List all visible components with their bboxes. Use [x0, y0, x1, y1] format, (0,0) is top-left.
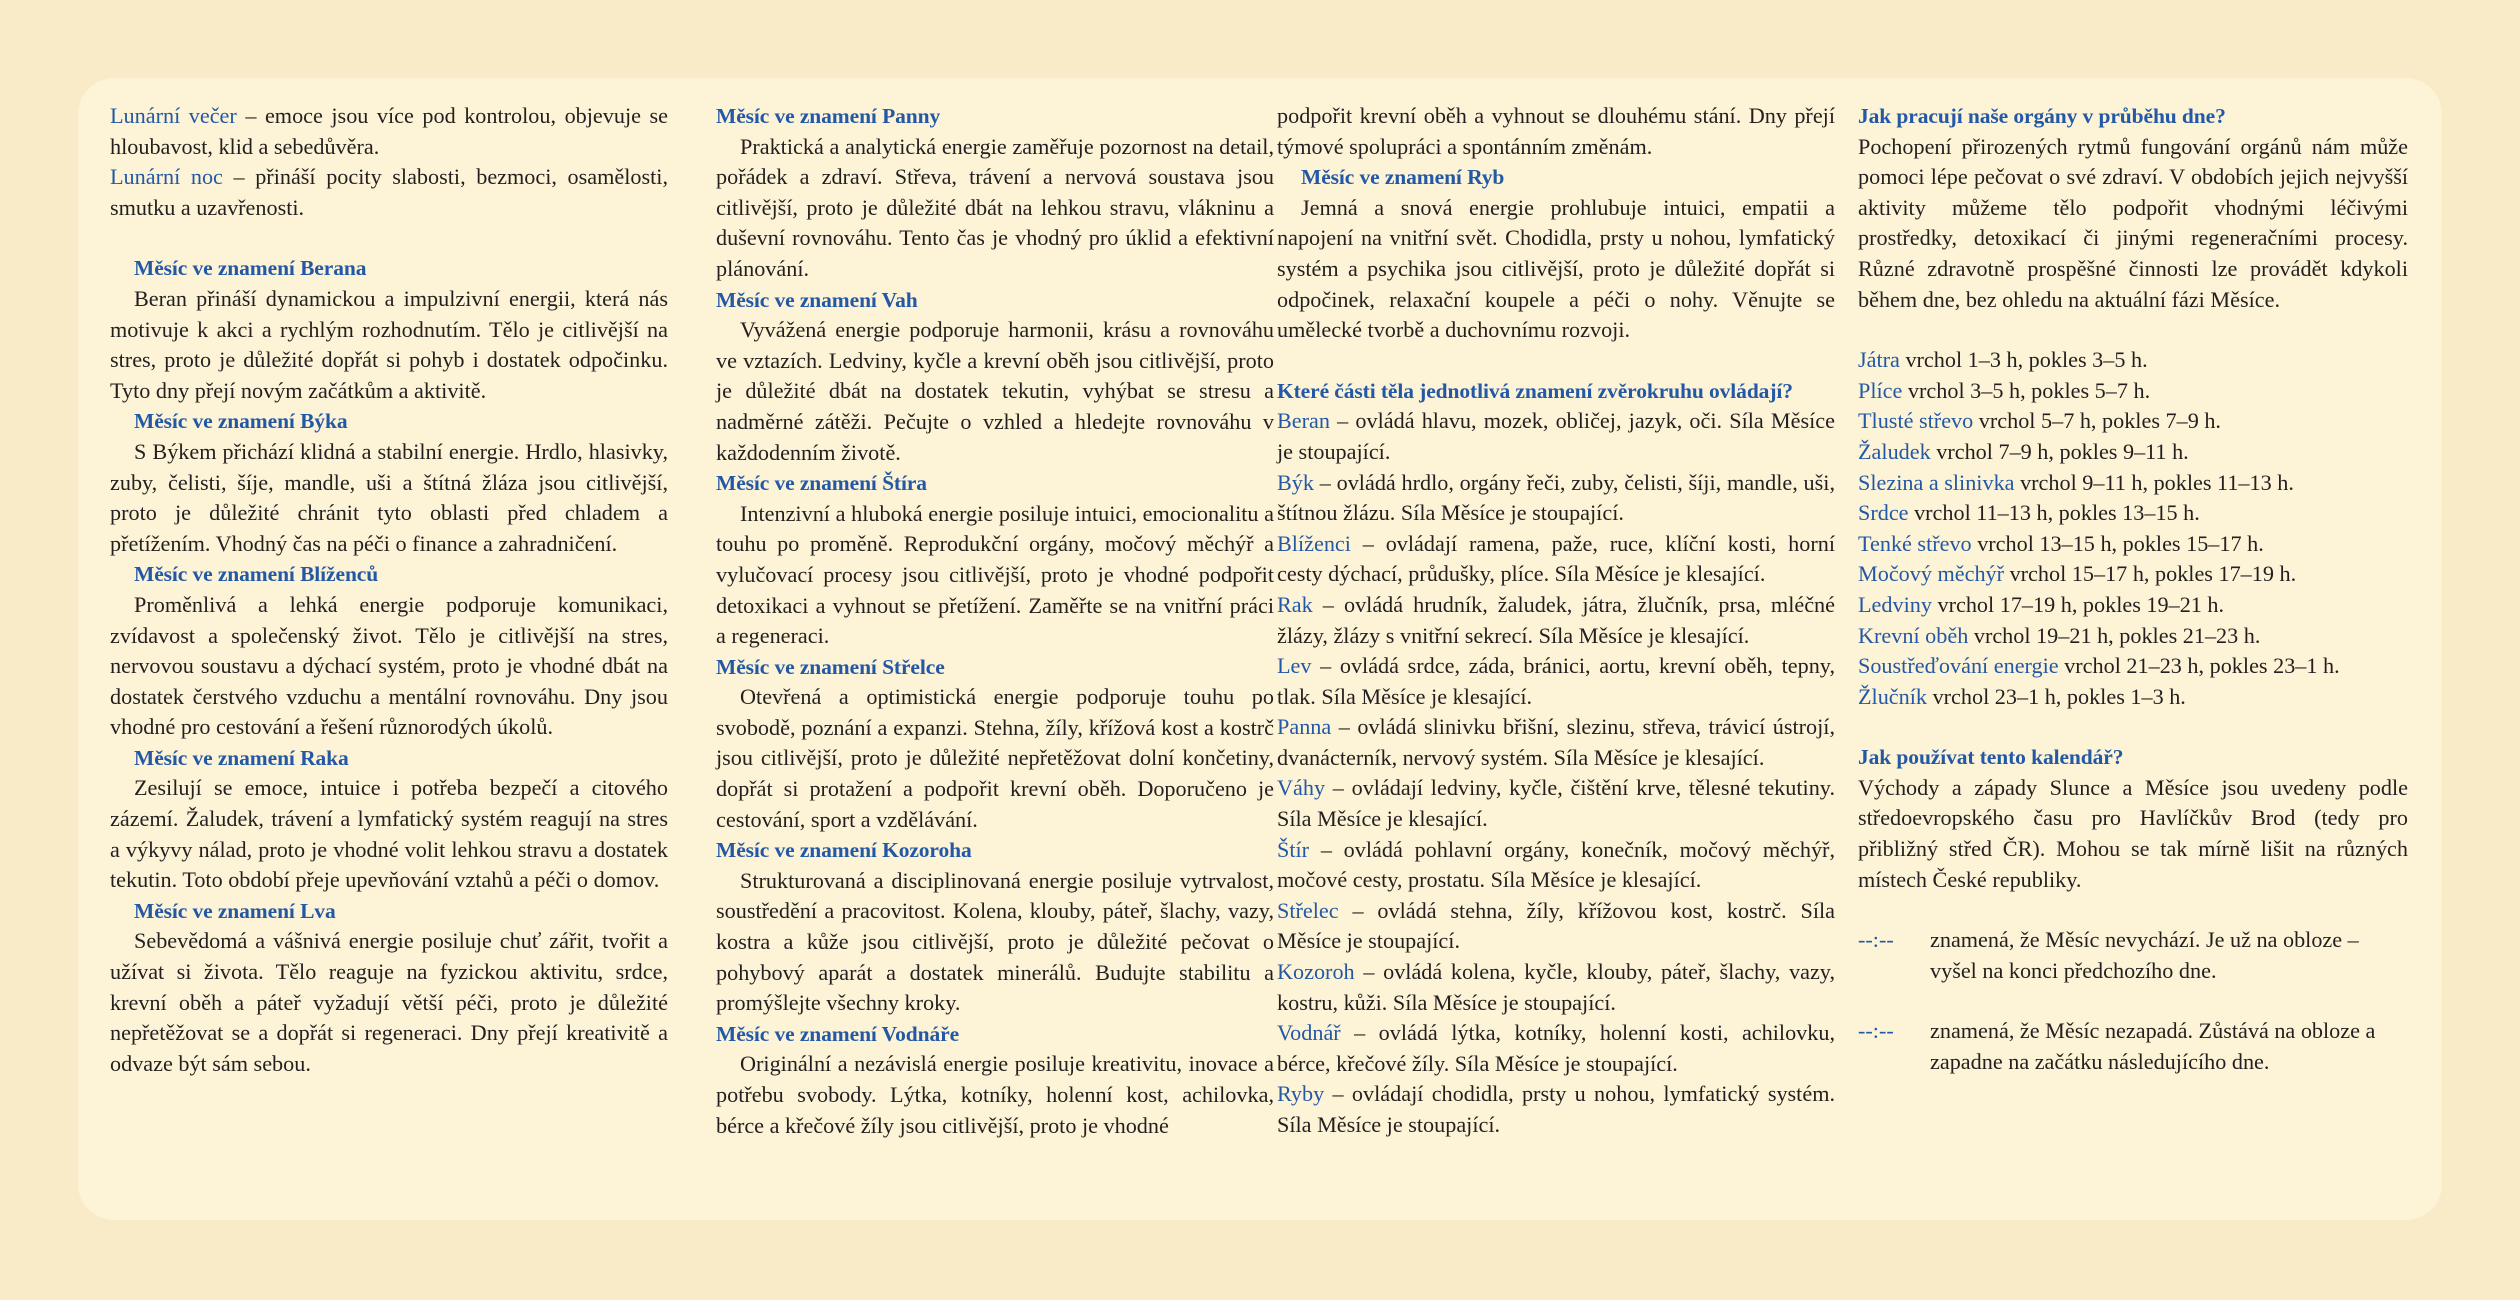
sign-term: Rak: [1277, 591, 1313, 617]
sign-term: Býk: [1277, 469, 1314, 495]
term: Lunární večer: [110, 103, 237, 128]
organ-text: vrchol 21–23 h, pokles 23–1 h.: [2058, 653, 2340, 679]
sign-term: Lev: [1277, 653, 1312, 679]
organ-item: [1858, 651, 2408, 682]
sign-text: – ovládá stehna, žíly, křížovou kost, kostrč. Síla Měsíce je stoupající.: [1277, 897, 1835, 954]
sign-item: [1277, 712, 1835, 773]
column-4: [1858, 101, 2408, 1078]
calendar-heading: Jak používat tento kalendář?: [1858, 745, 2124, 770]
organ-item: [1858, 406, 2408, 437]
sign-text: – ovládá hrudník, žaludek, játra, žlučník, prsa, mléčné žlázy, žlázy s vnitřní sekrecí. Síla Měsíce je klesající.: [1277, 591, 1835, 648]
sign-text: – ovládá hrdlo, orgány řeči, zuby, čelisti, šíji, mandle, uši, štítnou žlázu. Síla Měsíce je stoupající.: [1277, 469, 1835, 526]
column-2: [716, 101, 1274, 1141]
organ-text: vrchol 3–5 h, pokles 5–7 h.: [1902, 377, 2151, 403]
sign-item: [1277, 773, 1835, 834]
section-heading: Měsíc ve znamení Blíženců: [134, 562, 379, 587]
term: Lunární noc: [110, 164, 223, 190]
section-body: Zesilují se emoce, intuice i potřeba bezpečí a citového zázemí. Žaludek, trávení a lymfatický systém reagují na stres a výkyvy nálad, proto je vhodné volit lehkou stravu a dostatek tekutin. Toto období přeje upevňování vztahů a péči o domov.: [110, 775, 668, 893]
organ-term: Tlusté střevo: [1858, 408, 1974, 434]
organs-heading: Jak pracují naše orgány v průběhu dne?: [1858, 104, 2226, 128]
sign-text: – ovládají chodidla, prsty u nohou, lymfatický systém. Síla Měsíce je stoupající.: [1277, 1081, 1835, 1137]
sign-item: [1277, 529, 1835, 590]
organ-item: [1858, 529, 2408, 560]
symbol-description: znamená, že Měsíc nevychází. Je už na obloze – vyšel na konci předchozího dne.: [1930, 927, 2359, 983]
sign-item: [1277, 590, 1835, 651]
organ-text: vrchol 7–9 h, pokles 9–11 h.: [1930, 438, 2189, 464]
sign-text: – ovládá hlavu, mozek, obličej, jazyk, oči. Síla Měsíce je stoupající.: [1277, 408, 1835, 464]
section-heading: Měsíc ve znamení Ryb: [1301, 165, 1505, 190]
spacer: [1858, 895, 2408, 925]
sign-text: – ovládá kolena, kyčle, klouby, páteř, šlachy, vazy, kostru, kůži. Síla Měsíce je stoupající.: [1277, 959, 1835, 1015]
section-heading: Měsíc ve znamení Kozoroha: [716, 838, 972, 863]
continuation-text: podpořit krevní oběh a vyhnout se dlouhému stání. Dny přejí týmové spolupráci a spontánním změnám.: [1277, 103, 1835, 159]
sign-term: Vodnář: [1277, 1020, 1341, 1046]
sign-text: – ovládají ramena, paže, ruce, klíční kosti, horní cesty dýchací, průdušky, plíce. Síla Měsíce je klesající.: [1277, 530, 1835, 587]
organ-text: vrchol 13–15 h, pokles 15–17 h.: [1971, 530, 2264, 556]
organ-text: vrchol 23–1 h, pokles 1–3 h.: [1927, 683, 2186, 709]
section-heading: Měsíc ve znamení Býka: [134, 409, 348, 434]
sign-term: Ryby: [1277, 1081, 1325, 1107]
organ-text: vrchol 19–21 h, pokles 21–23 h.: [1968, 622, 2261, 648]
organ-text: vrchol 9–11 h, pokles 11–13 h.: [2014, 469, 2294, 495]
section-body: Originální a nezávislá energie posiluje kreativitu, inovace a potřebu svobody. Lýtka, kotníky, holenní kost, achilovka, bérce a křečové žíly jsou citlivější, proto je vhodné: [716, 1051, 1274, 1138]
organ-term: Krevní oběh: [1858, 622, 1969, 648]
organ-text: vrchol 15–17 h, pokles 17–19 h.: [2004, 561, 2297, 587]
organ-item: [1858, 559, 2408, 590]
section-heading: Měsíc ve znamení Štíra: [716, 471, 927, 496]
organ-item: [1858, 682, 2408, 713]
sign-term: Střelec: [1277, 897, 1339, 923]
no-rise-symbol: --:--: [1858, 927, 1894, 953]
organ-text: vrchol 1–3 h, pokles 3–5 h.: [1899, 347, 2148, 373]
organ-term: Močový měchýř: [1858, 561, 2005, 587]
sign-text: – ovládá srdce, záda, bránici, aortu, krevní oběh, tepny, tlak. Síla Měsíce je klesající.: [1277, 653, 1835, 709]
sign-term: Kozoroh: [1277, 959, 1355, 985]
section-body: Strukturovaná a disciplinovaná energie posiluje vytrvalost, soustředění a pracovitost. Kolena, klouby, páteř, šlachy, vazy, kostra a kůže jsou citlivější, proto je důležité pečovat o pohybový aparát a dostatek minerálů. Budujte stabilitu a promýšlejte všechny kroky.: [716, 867, 1274, 1016]
organ-term: Žaludek: [1858, 438, 1931, 464]
sign-text: – ovládají ledviny, kyčle, čištění krve, tělesné tekutiny. Síla Měsíce je klesající.: [1277, 775, 1835, 832]
organ-text: vrchol 17–19 h, pokles 19–21 h.: [1931, 591, 2225, 617]
section-body: Proměnlivá a lehká energie podporuje komunikaci, zvídavost a společenský život. Tělo je citlivější na stres, nervovou soustavu a dýchací systém, proto je vhodné dbát na dostatek čerstvého vzduchu a mentální rovnováhu. Dny jsou vhodné pro cestování a řešení různorodých úkolů.: [110, 591, 668, 740]
sign-item: [1277, 468, 1835, 529]
section-heading: Měsíc ve znamení Střelce: [716, 654, 945, 679]
section-body: Praktická a analytická energie zaměřuje pozornost na detail, pořádek a zdraví. Střeva, trávení a nervová soustava jsou citlivější, proto je důležité dbát na lehkou stravu, vlákninu a duševní rovnováhu. Tento čas je vhodný pro úklid a efektivní plánování.: [716, 133, 1274, 281]
organ-term: Ledviny: [1858, 591, 1932, 617]
spacer: [110, 223, 668, 253]
no-set-symbol: --:--: [1858, 1018, 1894, 1044]
signs-heading: Které části těla jednotlivá znamení zvěrokruhu ovládají?: [1277, 378, 1793, 403]
symbol-legend-item: [1858, 925, 2408, 986]
organ-term: Tenké střevo: [1858, 530, 1972, 556]
sign-text: – ovládá lýtka, kotníky, holenní kosti, achilovku, bérce, křečové žíly. Síla Měsíce je stoupající.: [1277, 1020, 1835, 1076]
section-body: Sebevědomá a vášnivá energie posiluje chuť zářit, tvořit a užívat si života. Tělo reaguje na fyzickou aktivitu, srdce, krevní oběh a páteř vyžadují větší péči, proto je důležité nepřetěžovat se a dopřát si regeneraci. Dny přejí kreativitě a odvaze být sám sebou.: [110, 928, 668, 1076]
organ-item: [1858, 590, 2408, 621]
calendar-text: Východy a západy Slunce a Měsíce jsou uvedeny podle středoevropského času pro Havlíčkův Brod (tedy pro přibližný střed ČR). Mohou se tak mírně lišit na různých místech České republiky.: [1858, 774, 2408, 892]
sign-term: Blíženci: [1277, 530, 1351, 556]
spacer: [1858, 712, 2408, 742]
organ-item: [1858, 498, 2408, 529]
column-1: [110, 101, 668, 1079]
organ-item: [1858, 621, 2408, 652]
sign-text: – ovládá slinivku břišní, slezinu, střeva, trávicí ústrojí, dvanácterník, nervový systém. Síla Měsíce je klesající.: [1277, 714, 1835, 770]
sign-term: Štír: [1277, 836, 1310, 862]
section-heading: Měsíc ve znamení Vah: [716, 287, 918, 312]
section-heading: Měsíc ve znamení Raka: [134, 745, 349, 770]
symbol-description: znamená, že Měsíc nezapadá. Zůstává na obloze a zapadne na začátku následujícího dne.: [1930, 1018, 2376, 1075]
sign-item: [1277, 835, 1835, 896]
organs-intro: Pochopení přirozených rytmů fungování orgánů nám může pomoci lépe pečovat o své zdraví. V obdobích jejich nejvyšší aktivity můžeme tělo podpořit vhodnými léčivými prostředky, detoxikací či jinými regeneračními procesy. Různé zdravotně prospěšné činnosti lze provádět kdykoli během dne, bez ohledu na aktuální fázi Měsíce.: [1858, 133, 2408, 312]
section-body: Vyvážená energie podporuje harmonii, krásu a rovnováhu ve vztazích. Ledviny, kyčle a krevní oběh jsou citlivější, proto je důležité dbát na dostatek tekutin, vyhýbat se stresu a nadměrné zátěži. Pečujte o vzhled a hledejte rovnováhu v každodenním životě.: [716, 317, 1274, 465]
section-heading: Měsíc ve znamení Berana: [134, 256, 367, 281]
section-body: Otevřená a optimistická energie podporuje touhu po svobodě, poznání a expanzi. Stehna, žíly, křížová kost a kostrč jsou citlivější, proto je důležité nepřetěžovat dolní končetiny, dopřát si protažení a podpořit krevní oběh. Doporučeno je cestování, sport a vzdělávání.: [716, 684, 1274, 832]
sign-text: – ovládá pohlavní orgány, konečník, močový měchýř, močové cesty, prostatu. Síla Měsíce je klesající.: [1277, 836, 1835, 893]
sign-item: [1277, 406, 1835, 467]
sign-item: [1277, 957, 1835, 1018]
section-body: S Býkem přichází klidná a stabilní energie. Hrdlo, hlasivky, zuby, čelisti, šíje, mandle, uši a štítná žláza jsou citlivější, proto je důležité chránit tyto oblasti před chladem a přetížením. Vhodný čas na péči o finance a zahradničení.: [110, 438, 668, 556]
spacer: [1277, 346, 1835, 376]
term-text: – přináší pocity slabosti, bezmoci, osamělosti, smutku a uzavřenosti.: [110, 164, 668, 220]
organ-term: Srdce: [1858, 500, 1909, 526]
spacer: [1858, 986, 2408, 1016]
section-heading: Měsíc ve znamení Vodnáře: [716, 1021, 960, 1046]
organ-text: vrchol 11–13 h, pokles 13–15 h.: [1908, 500, 2200, 526]
organ-term: Játra: [1858, 347, 1900, 373]
term-text: – emoce jsou více pod kontrolou, objevuje se hloubavost, klid a sebedůvěra.: [110, 103, 668, 159]
section-heading: Měsíc ve znamení Panny: [716, 104, 941, 128]
sign-item: [1277, 1018, 1835, 1079]
organ-item: [1858, 437, 2408, 468]
section-body: Beran přináší dynamickou a impulzivní energii, která nás motivuje k akci a rychlým rozhodnutím. Tělo je citlivější na stres, proto je důležité dopřát si pohyb i dostatek odpočinku. Tyto dny přejí novým začátkům a aktivitě.: [110, 285, 668, 403]
sign-item: [1277, 1079, 1835, 1140]
organ-term: Slezina a slinivka: [1858, 469, 2015, 495]
sign-term: Váhy: [1277, 775, 1326, 801]
sign-item: [1277, 651, 1835, 712]
sign-term: Panna: [1277, 714, 1332, 740]
sign-term: Beran: [1277, 408, 1330, 434]
organ-item: [1858, 376, 2408, 407]
column-3: [1277, 101, 1835, 1141]
organ-term: Žlučník: [1858, 683, 1928, 709]
intro-paragraph: [110, 101, 668, 162]
organ-item: [1858, 345, 2408, 376]
intro-paragraph: [110, 162, 668, 223]
organ-text: vrchol 5–7 h, pokles 7–9 h.: [1973, 408, 2221, 434]
organ-term: Soustřeďování energie: [1858, 653, 2059, 679]
organ-item: [1858, 468, 2408, 499]
symbol-legend-item: [1858, 1016, 2408, 1077]
spacer: [1858, 315, 2408, 345]
organ-term: Plíce: [1858, 377, 1903, 403]
section-body: Intenzivní a hluboká energie posiluje intuici, emocionalitu a touhu po proměně. Reprodukční orgány, močový měchýř a vylučovací procesy jsou citlivější, proto je vhodné podpořit detoxikaci a vyhnout se přetížení. Zaměřte se na vnitřní práci a regeneraci.: [716, 500, 1274, 649]
section-heading: Měsíc ve znamení Lva: [134, 898, 336, 923]
sign-item: [1277, 896, 1835, 957]
section-body: Jemná a snová energie prohlubuje intuici, empatii a napojení na vnitřní svět. Chodidla, prsty u nohou, lymfatický systém a psychika jsou citlivější, proto je důležité dopřát si odpočinek, relaxační koupele a péči o nohy. Věnujte se umělecké tvorbě a duchovnímu rozvoji.: [1277, 194, 1835, 343]
